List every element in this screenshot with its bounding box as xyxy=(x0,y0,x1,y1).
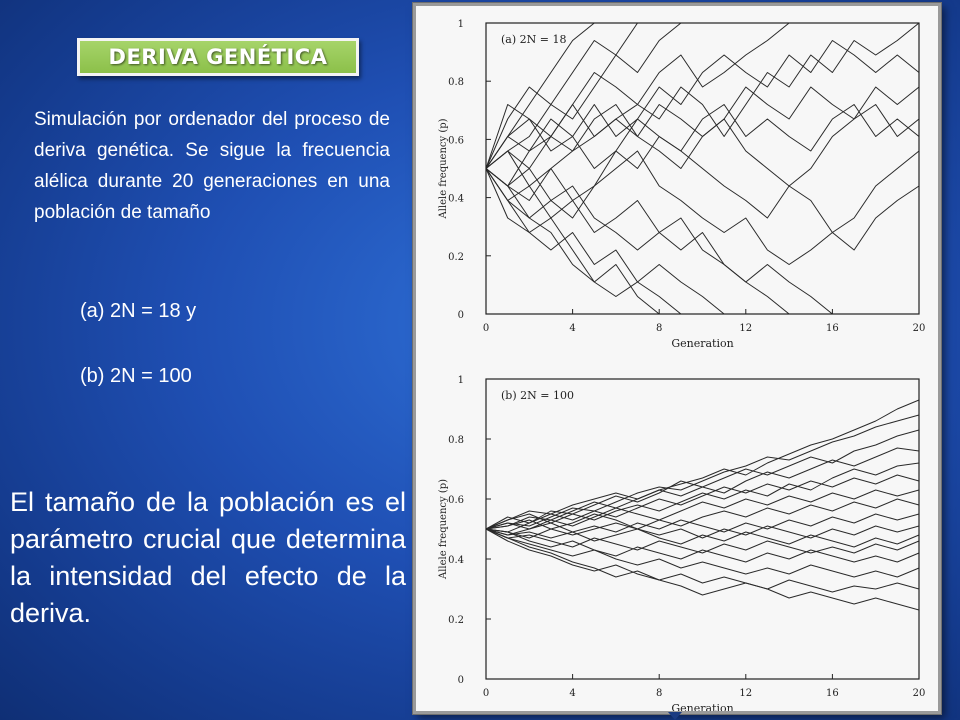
series-line xyxy=(486,169,919,315)
y-tick-label: 0.4 xyxy=(448,555,464,566)
y-tick-label: 0.2 xyxy=(448,251,464,263)
item-b-text: (b) 2N = 100 xyxy=(80,365,192,387)
y-axis-label: Allele frequency (p) xyxy=(438,118,449,219)
series-line xyxy=(486,400,919,529)
arrow-down-icon xyxy=(668,712,682,720)
y-tick-label: 0.6 xyxy=(448,135,464,147)
x-tick-label: 4 xyxy=(569,323,576,334)
conclusion-text: El tamaño de la población es el parámetro crucial que determina la intensidad del efecto de la deriva. xyxy=(10,487,406,628)
series-line xyxy=(486,169,919,315)
x-tick-label: 0 xyxy=(482,323,490,334)
x-tick-label: 12 xyxy=(739,323,753,334)
x-tick-label: 8 xyxy=(656,323,663,334)
x-tick-label: 12 xyxy=(739,688,753,699)
series-line xyxy=(486,169,919,315)
y-tick-label: 0 xyxy=(457,310,464,321)
x-axis-label: Generation xyxy=(671,702,734,711)
series-line xyxy=(486,87,919,169)
series-line xyxy=(486,529,919,562)
y-axis-label: Allele frequency (p) xyxy=(438,478,449,580)
x-tick-label: 20 xyxy=(912,688,926,699)
y-tick-label: 1 xyxy=(457,19,464,30)
series-line xyxy=(486,529,919,553)
item-a-text: (a) 2N = 18 y xyxy=(80,300,197,322)
x-tick-label: 20 xyxy=(912,323,926,334)
figure-panel xyxy=(413,3,941,714)
chart-a xyxy=(438,19,925,350)
x-tick-label: 8 xyxy=(656,688,663,699)
y-tick-label: 0.2 xyxy=(448,615,464,626)
drift-charts xyxy=(416,6,938,711)
x-tick-label: 16 xyxy=(826,688,839,699)
x-tick-label: 0 xyxy=(482,688,490,699)
description-text: Simulación por ordenador del proceso de deriva genética. Se sigue la frecuencia alélica durante 20 generaciones en una población de tamaño xyxy=(34,109,390,223)
panel-label: (a) 2N = 18 xyxy=(501,33,567,46)
slide-title: DERIVA GENÉTICA xyxy=(108,45,328,69)
y-tick-label: 0 xyxy=(457,675,464,686)
series-line xyxy=(486,523,919,538)
y-tick-label: 0.8 xyxy=(448,435,464,446)
x-axis-label: Generation xyxy=(671,337,734,350)
y-tick-label: 0.8 xyxy=(448,77,464,89)
series-line xyxy=(486,169,919,315)
title-banner xyxy=(77,38,359,76)
y-tick-label: 0.6 xyxy=(448,495,464,506)
y-tick-label: 1 xyxy=(457,375,464,386)
x-tick-label: 16 xyxy=(826,323,839,334)
chart-b xyxy=(438,375,925,711)
series-line xyxy=(486,415,919,529)
panel-label: (b) 2N = 100 xyxy=(501,389,574,402)
y-tick-label: 0.4 xyxy=(448,193,464,205)
x-tick-label: 4 xyxy=(569,688,576,699)
